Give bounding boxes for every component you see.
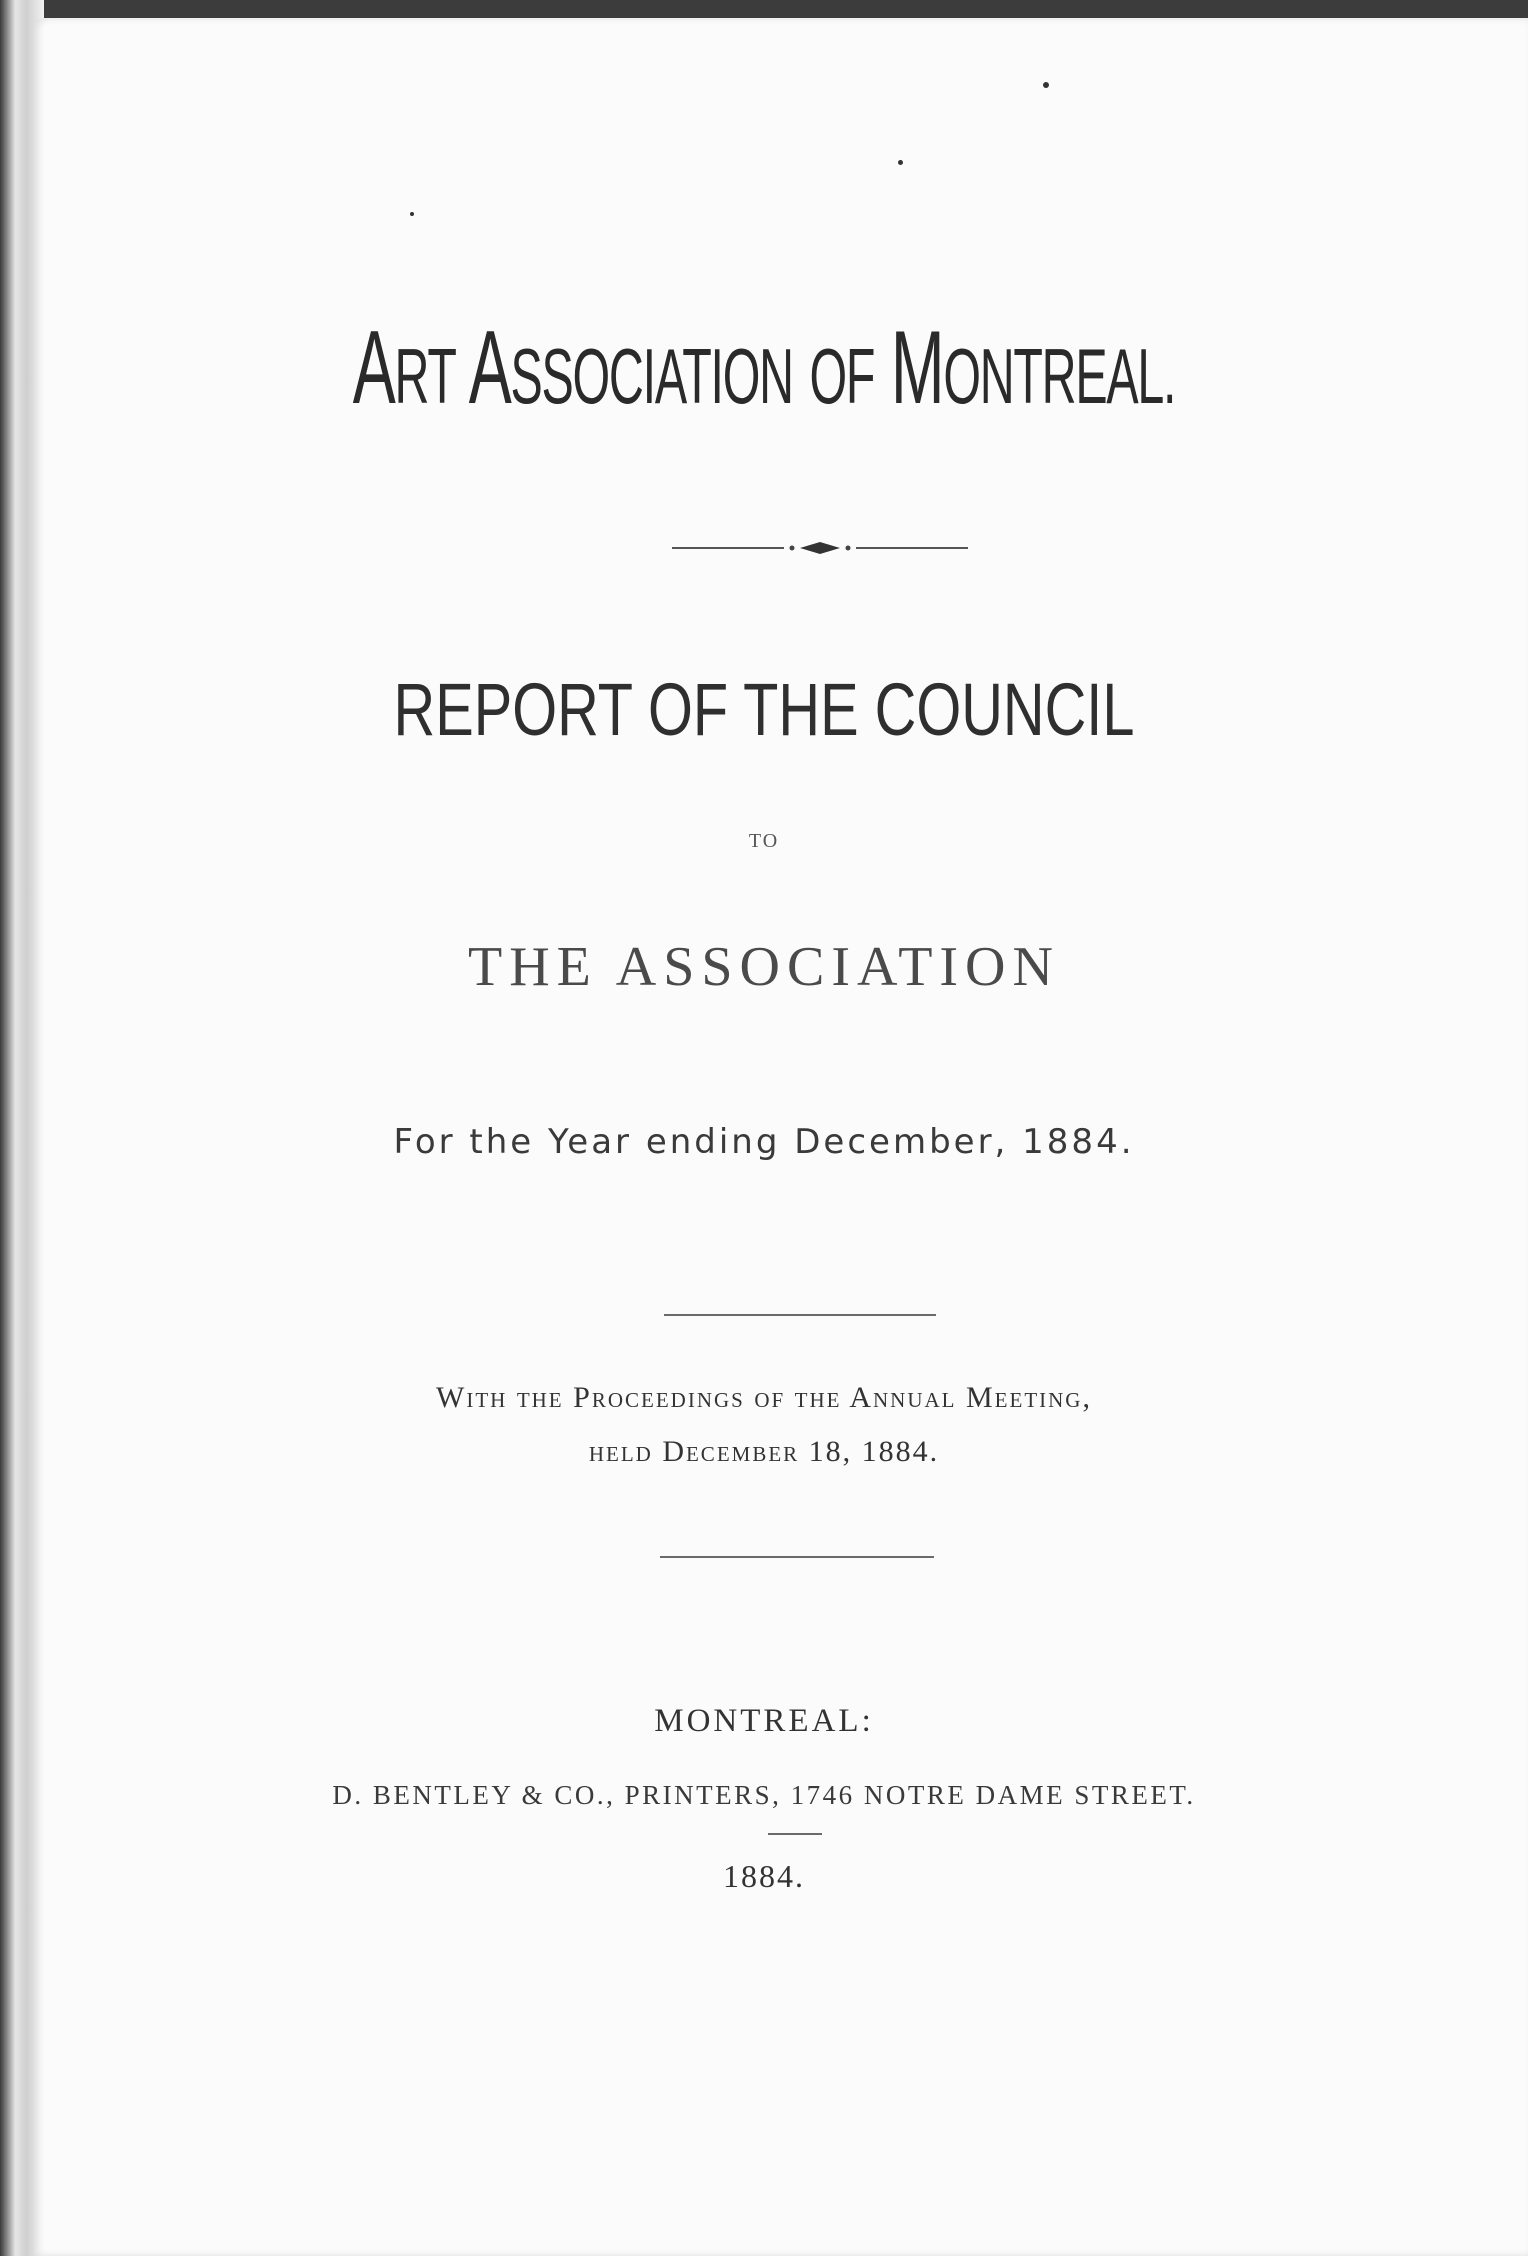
title-of: OF — [809, 332, 875, 420]
dust-speck — [410, 212, 414, 216]
title-rt: RT — [394, 332, 456, 420]
proceedings-line-1: With the Proceedings of the Annual Meeting, — [436, 1381, 1092, 1414]
dust-speck — [898, 160, 903, 165]
association-title — [290, 308, 1237, 436]
proceedings-line-2: held December 18, 1884. — [588, 1435, 940, 1468]
title-ontreal: ONTREAL. — [943, 332, 1176, 420]
title-ssociation: SSOCIATION — [510, 332, 793, 420]
imprint-city: MONTREAL: — [654, 1703, 874, 1739]
divider-rule — [664, 1314, 936, 1316]
to-label: TO — [748, 830, 780, 852]
title-initial-a: A — [352, 310, 395, 426]
dust-speck — [1043, 82, 1049, 88]
imprint-short-rule — [768, 1833, 822, 1835]
divider-rule — [660, 1556, 934, 1558]
ornament-diamond-icon — [0, 536, 1528, 560]
report-heading: REPORT OF THE COUNCIL — [393, 668, 1135, 751]
recipient-heading: THE ASSOCIATION — [468, 936, 1060, 998]
imprint-printer: D. BENTLEY & CO., PRINTERS, 1746 NOTRE DAME STREET. — [332, 1780, 1196, 1810]
ornamental-rule — [0, 536, 1528, 560]
year-line: For the Year ending December, 1884. — [393, 1122, 1135, 1162]
title-initial-a2: A — [468, 310, 511, 426]
title-initial-m: M — [890, 310, 944, 426]
imprint-year: 1884. — [723, 1858, 805, 1894]
